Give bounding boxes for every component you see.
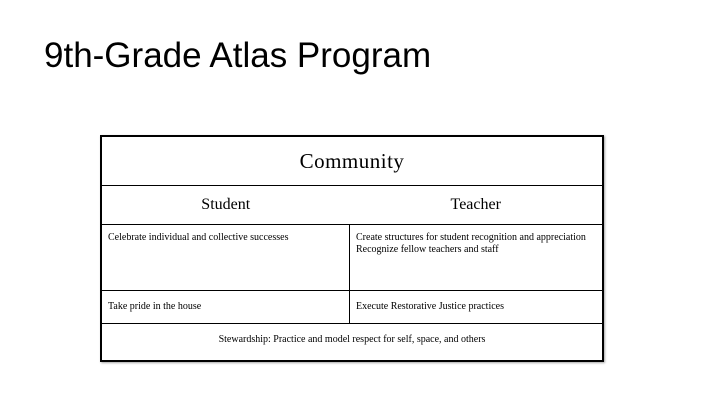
cell-text: Take pride in the house (108, 301, 202, 312)
teacher-cell (350, 225, 603, 291)
teacher-column-header: Teacher (350, 186, 603, 225)
stewardship-footer: Stewardship: Practice and model respect for self, space, and others (102, 324, 603, 361)
slide-title: 9th-Grade Atlas Program (44, 36, 432, 75)
cell-text: Create structures for student recognition and appreciation (356, 232, 586, 243)
community-table (101, 136, 603, 361)
student-column-header: Student (102, 186, 350, 225)
column-header-row (102, 186, 603, 225)
table-footer-row (102, 324, 603, 361)
cell-text: Celebrate individual and collective successes (108, 232, 289, 243)
teacher-cell (350, 291, 603, 324)
student-cell (102, 225, 350, 291)
community-header: Community (102, 137, 603, 186)
table-row (102, 291, 603, 324)
student-cell (102, 291, 350, 324)
cell-text: Recognize fellow teachers and staff (356, 244, 499, 255)
table-header-row (102, 137, 603, 186)
cell-text: Execute Restorative Justice practices (356, 301, 504, 312)
community-table-frame (100, 135, 604, 362)
table-row (102, 225, 603, 291)
